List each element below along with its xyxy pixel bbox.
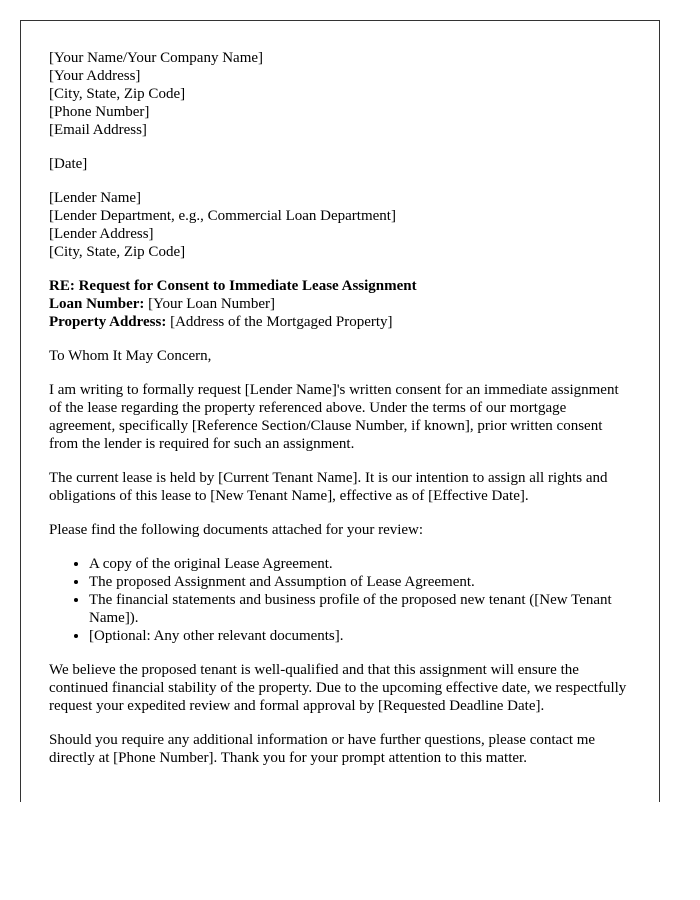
- sender-block: [49, 49, 631, 139]
- property-address-value: [Address of the Mortgaged Property]: [166, 314, 393, 330]
- date-line: [Date]: [49, 156, 88, 172]
- sender-city: [City, State, Zip Code]: [49, 86, 186, 102]
- body-paragraph: I am writing to formally request [Lender Name]'s written consent for an immediate assignment of the lease regarding the property referenced above. Under the terms of our mortgage agreement, specifically [Reference Section/Clause Number, if known], prior written consent from the lender is required for such an assignment.: [49, 382, 619, 452]
- body-paragraph: Please find the following documents attached for your review:: [49, 522, 424, 538]
- list-item: • The financial statements and business profile of the proposed new tenant ([New Tenant Name]).: [89, 591, 631, 627]
- salutation: To Whom It May Concern,: [49, 348, 212, 364]
- list-item: • A copy of the original Lease Agreement.: [89, 555, 631, 573]
- sender-phone: [Phone Number]: [49, 104, 150, 120]
- body-paragraph: Should you require any additional information or have further questions, please contact me directly at [Phone Number]. Thank you for your prompt attention to this matter.: [49, 732, 596, 766]
- subject-block: [49, 277, 631, 331]
- recipient-block: [49, 189, 631, 261]
- letter-page: [20, 20, 660, 802]
- sender-email: [Email Address]: [49, 122, 147, 138]
- sender-address: [Your Address]: [49, 68, 141, 84]
- loan-number-line: [49, 295, 631, 313]
- recipient-department: [Lender Department, e.g., Commercial Loan Department]: [49, 208, 396, 224]
- recipient-name: [Lender Name]: [49, 190, 142, 206]
- recipient-address: [Lender Address]: [49, 226, 154, 242]
- loan-number-label: Loan Number:: [49, 296, 145, 312]
- subject-re: RE: Request for Consent to Immediate Lease Assignment: [49, 278, 417, 294]
- list-item: • [Optional: Any other relevant documents].: [89, 627, 631, 645]
- property-address-line: [49, 313, 631, 331]
- attachments-list: [49, 555, 631, 645]
- sender-name: [Your Name/Your Company Name]: [49, 50, 264, 66]
- loan-number-value: [Your Loan Number]: [144, 296, 275, 312]
- body-paragraph: The current lease is held by [Current Tenant Name]. It is our intention to assign all rights and obligations of this lease to [New Tenant Name], effective as of [Effective Date].: [49, 470, 608, 504]
- recipient-city: [City, State, Zip Code]: [49, 244, 186, 260]
- list-item: • The proposed Assignment and Assumption of Lease Agreement.: [89, 573, 631, 591]
- property-address-label: Property Address:: [49, 314, 167, 330]
- body-paragraph: We believe the proposed tenant is well-qualified and that this assignment will ensure the continued financial stability of the property. Due to the upcoming effective date, we respectfully request your expedited review and formal approval by [Requested Deadline Date].: [49, 662, 627, 714]
